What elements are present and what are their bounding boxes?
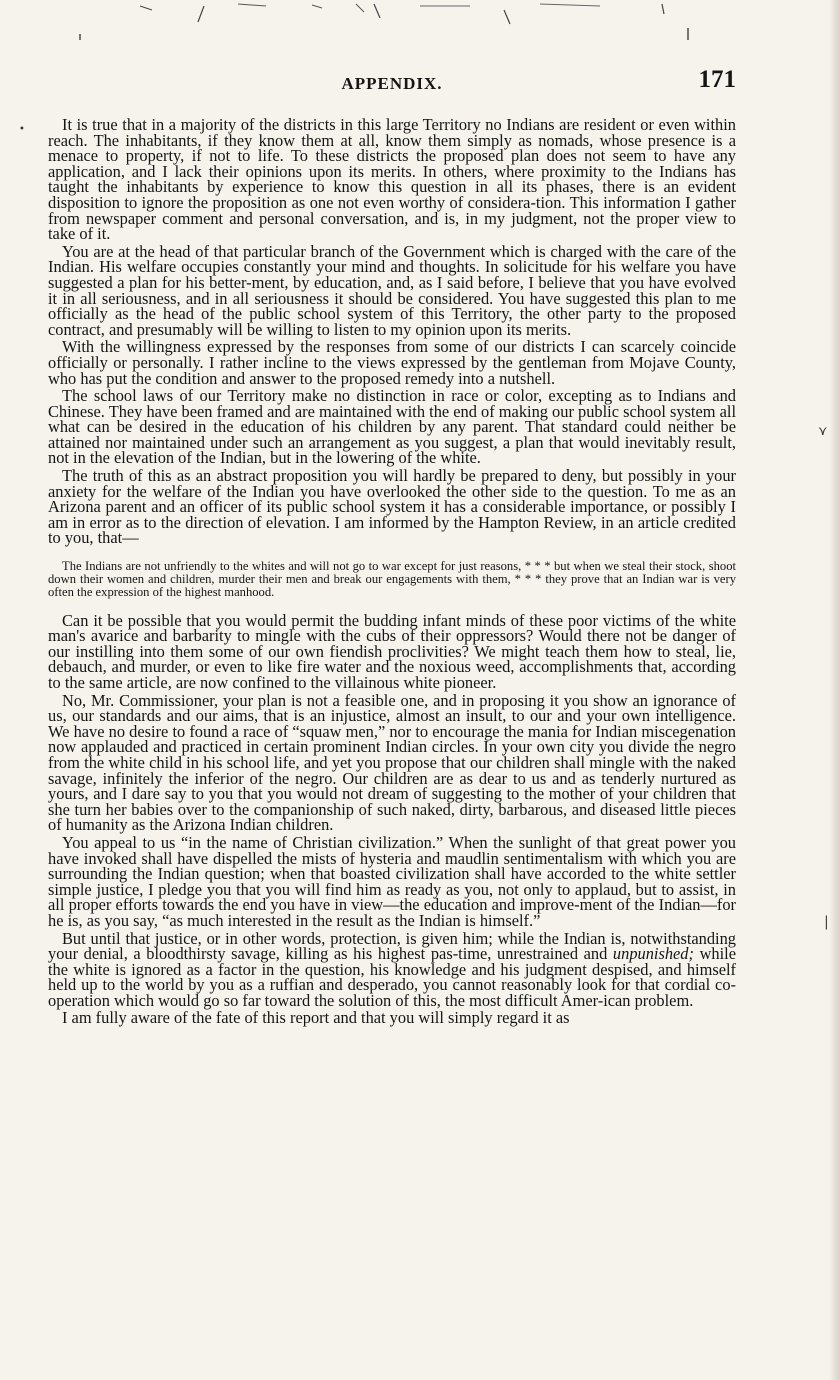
page-number: 171 (698, 66, 736, 93)
paragraph: Can it be possible that you would permit the budding infant minds of these poor victims of the white man's avarice and barbarity to mingle with the cubs of their oppressors? Would there not be danger of our instilling into them some of our own fiendish proclivities? We might teach them how to steal, lie, debauch, and murder, or even to like fire water and the noxious weed, accomplishments that, according to the same article, are now confined to the villainous white pioneer. (48, 610, 736, 693)
text-run: But until that justice, or in other words, protection, is given him; while the Indian is, notwithstanding your denial, a bloodthirsty savage, killing as his highest pas-time, unrestrained and (48, 928, 736, 964)
text-run: while the white is ignored as a factor in the question, his knowledge and his judgment despised, and himself held up to the world by you as a ruffian and desperado, you cannot reasonably look for that cordial co-operation which would go so far toward the solution of this, the most difficult Amer-ican problem. (48, 944, 736, 1010)
left-margin-dot: • (19, 124, 25, 135)
running-head: APPENDIX. (341, 74, 443, 93)
italic-text: unpunished; (612, 944, 694, 964)
right-page-edge (829, 0, 839, 1380)
top-edge-marks (0, 0, 839, 40)
body-text (48, 117, 736, 1028)
paragraph: With the willingness expressed by the responses from some of our districts I can scarcely coincide officially or personally. I rather incline to the views expressed by the gentleman from Mojave County, who has put the condition and answer to the proposed remedy into a nutshell. (48, 337, 736, 388)
paragraph: The school laws of our Territory make no distinction in race or color, excepting as to Indians and Chinese. They have been framed and are maintained with the end of making our public school system all what can be desired in the education of his children by any parent. That standard could neither be attained nor maintained under such an arrangement as you suggest, a plan that would inevitably result, not in the elevation of the Indian, but in the lowering of the white. (48, 386, 736, 468)
right-margin-mark: ⋎ (818, 424, 828, 439)
last-paragraph: I am fully aware of the fate of this report and that you will simply regard it as (62, 1008, 570, 1028)
paragraph: The truth of this as an abstract proposition you will hardly be prepared to deny, but possibly in your anxiety for the welfare of the Indian you have overlooked the other side to the question. To me as an Arizona parent and an officer of its public school system it has a considerable importance, or possibly I am in error as to the direction of elevation. I am informed by the Hampton Review, in an article credited to you, that— (48, 466, 736, 548)
paragraph: No, Mr. Commissioner, your plan is not a feasible one, and in proposing it you show an ignorance of us, our standards and our aims, that is an injustice, almost an insult, to our and your own intelligence. We have no desire to found a race of “squaw men,” nor to encourage the mania for Indian miscegenation now applauded and practiced in certain prominent Indian circles. In your own city you divide the negro from the white child in his school life, and yet you propose that our children shall mingle with the naked savage, infinitely the inferior of the negro. Our children are as dear to us and as tenderly nurtured as yours, and I dare say to you that you would not dream of suggesting to the mother of your children that she turn her babies over to the companionship of such naked, dirty, barbarous, and diseased little pieces of humanity as the Arizona Indian children. (48, 690, 736, 835)
paragraph-unpunished (48, 928, 736, 1010)
paragraph: You appeal to us “in the name of Christian civilization.” When the sunlight of that great power you have invoked shall have dispelled the mists of hysteria and maudlin sentimentalism with which you are surrounding the Indian question; when that boasted civilization shall have accorded to the white settler simple justice, I pledge you that you will find him as ready as you, not only to applaud, but to assist, in all proper efforts towards the end you have in view—the education and improve-ment of the Indian—for he is, as you say, “as much interested in the result as the Indian is himself.” (48, 832, 736, 930)
page-header (48, 66, 736, 100)
paragraph: You are at the head of that particular branch of the Government which is charged with the care of the Indian. His welfare occupies constantly your mind and thoughts. In solicitude for his welfare you have suggested a plan for his better-ment, by education, and, as I said before, I believe that you have evolved it in all seriousness, and in all seriousness it should be considered. You have suggested this plan to me officially as the head of the public school system of this Territory, the other party to the proposed contract, and presumably will be willing to listen to my opinion upon its merits. (48, 241, 736, 339)
right-margin-mark: | (824, 914, 829, 930)
paragraph: It is true that in a majority of the districts in this large Territory no Indians are resident or even within reach. The inhabitants, if they know them at all, know them simply as nomads, whose presence is a menace to property, if not to life. To these districts the proposed plan does not seem to have any application, and I lack their opinions upon its merits. In others, where proximity to the Indians has taught the inhabitants by experience to know this question in all its phases, there is an evident disposition to ignore the proposition as one not even worthy of considera-tion. This information I gather from newspaper comment and personal conversation, and is, in my judgment, not the proper view to take of it. (48, 115, 736, 244)
block-quote: The Indians are not unfriendly to the whites and will not go to war except for just reasons, * * * but when we steal their stock, shoot down their women and children, murder their men and break our engagements with them, * * * they prove that an Indian war is very often the expression of the highest manhood. (48, 559, 736, 600)
